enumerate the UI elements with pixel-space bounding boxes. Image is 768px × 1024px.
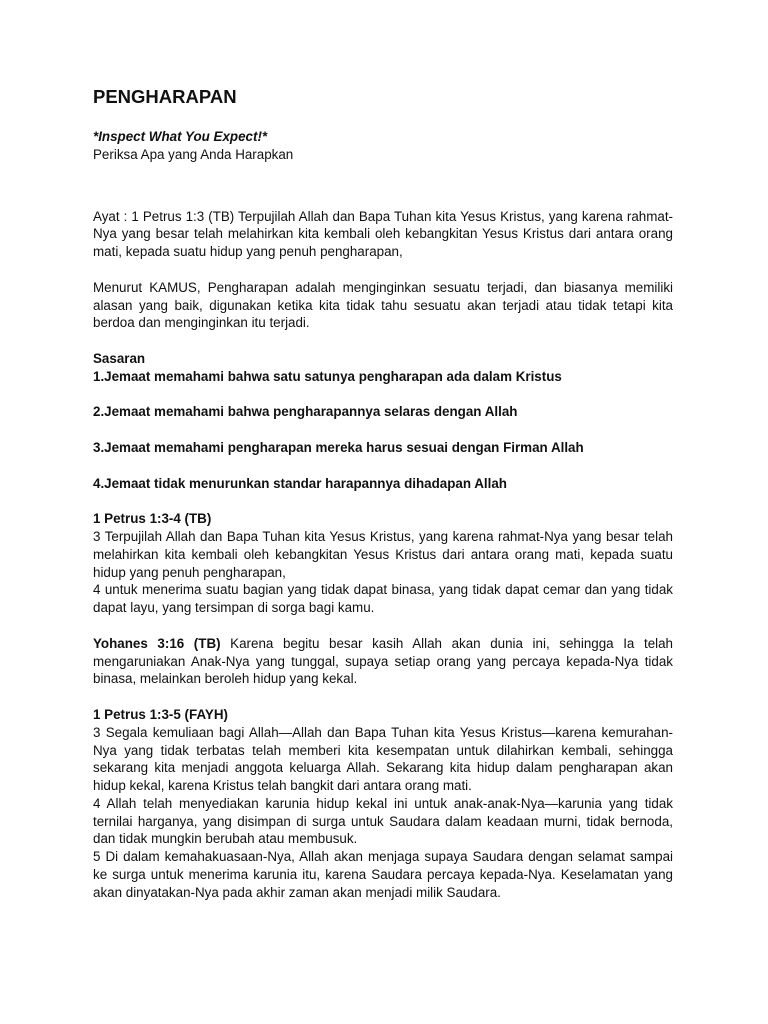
petrus-fayh-verse-5: 5 Di dalam kemahakuasaan-Nya, Allah akan menjaga supaya Saudara dengan selamat sampai ke surga untuk menerima karunia itu, karena Saudara percaya kepada-Nya. Keselamatan yang akan dinyatakan-Nya pada akhir zaman akan menjadi milik Saudara. xyxy=(93,849,673,900)
petrus-fayh-heading: 1 Petrus 1:3-5 (FAYH) xyxy=(93,706,228,722)
yohanes-text: Karena begitu besar kasih Allah akan dunia ini, sehingga Ia telah mengaruniakan Anak-Nya yang tunggal, supaya setiap orang yang percaya kepada-Nya tidak binasa, melainkan beroleh hidup yang kekal. xyxy=(93,635,674,687)
petrus-fayh-verse-3: 3 Segala kemuliaan bagi Allah—Allah dan Bapa Tuhan kita Yesus Kristus—karena kemurahan-Nya yang tidak terbatas telah memberi kita kesempatan untuk dilahirkan kembali, sehingga sekarang kita menjadi anggota keluarga Allah. Sekarang kita hidup dalam pengharapan akan hidup kekal, karena Kristus telah bangkit dari antara orang mati. xyxy=(93,724,673,794)
kamus-paragraph: Menurut KAMUS, Pengharapan adalah menginginkan sesuatu terjadi, dan biasanya memiliki alasan yang baik, digunakan ketika kita tidak tahu sesuatu akan terjadi atau tidak tetapi kita berdoa dan menginginkan itu terjadi. xyxy=(93,279,673,331)
sasaran-item-1: 1.Jemaat memahami bahwa satu satunya pengharapan ada dalam Kristus xyxy=(93,368,562,384)
yohanes-paragraph xyxy=(93,635,673,688)
subtitle-indonesian: Periksa Apa yang Anda Harapkan xyxy=(93,146,294,162)
sasaran-item-4: 4.Jemaat tidak menurunkan standar harapannya dihadapan Allah xyxy=(93,475,507,491)
subtitle-english: *Inspect What You Expect!* xyxy=(93,129,268,144)
petrus-tb-heading: 1 Petrus 1:3-4 (TB) xyxy=(93,511,212,527)
petrus-tb-verse-4: 4 untuk menerima suatu bagian yang tidak dapat binasa, yang tidak dapat cemar dan yang tidak dapat layu, yang tersimpan di sorga bagi kamu. xyxy=(93,582,673,616)
yohanes-reference: Yohanes 3:16 (TB) xyxy=(93,635,221,651)
ayat-paragraph: Ayat : 1 Petrus 1:3 (TB) Terpujilah Allah dan Bapa Tuhan kita Yesus Kristus, yang karena rahmat-Nya yang besar telah melahirkan kita kembali oleh kebangkitan Yesus Kristus dari antara orang mati, kepada suatu hidup yang penuh pengharapan, xyxy=(93,208,673,260)
document-page xyxy=(93,86,673,902)
document-title: PENGHARAPAN xyxy=(93,86,237,107)
sasaran-item-2: 2.Jemaat memahami bahwa pengharapannya selaras dengan Allah xyxy=(93,404,518,420)
sasaran-item-3: 3.Jemaat memahami pengharapan mereka harus sesuai dengan Firman Allah xyxy=(93,439,584,455)
petrus-tb-verse-3: 3 Terpujilah Allah dan Bapa Tuhan kita Yesus Kristus, yang karena rahmat-Nya yang besar telah melahirkan kita kembali oleh kebangkitan Yesus Kristus dari antara orang mati, kepada suatu hidup yang penuh pengharapan, xyxy=(93,528,673,580)
sasaran-heading: Sasaran xyxy=(93,350,146,366)
petrus-fayh-verse-4: 4 Allah telah menyediakan karunia hidup kekal ini untuk anak-anak-Nya—karunia yang tidak ternilai harganya, yang disimpan di surga untuk Saudara dalam keadaan murni, tidak bernoda, dan tidak mungkin berubah atau membusuk. xyxy=(93,795,673,847)
